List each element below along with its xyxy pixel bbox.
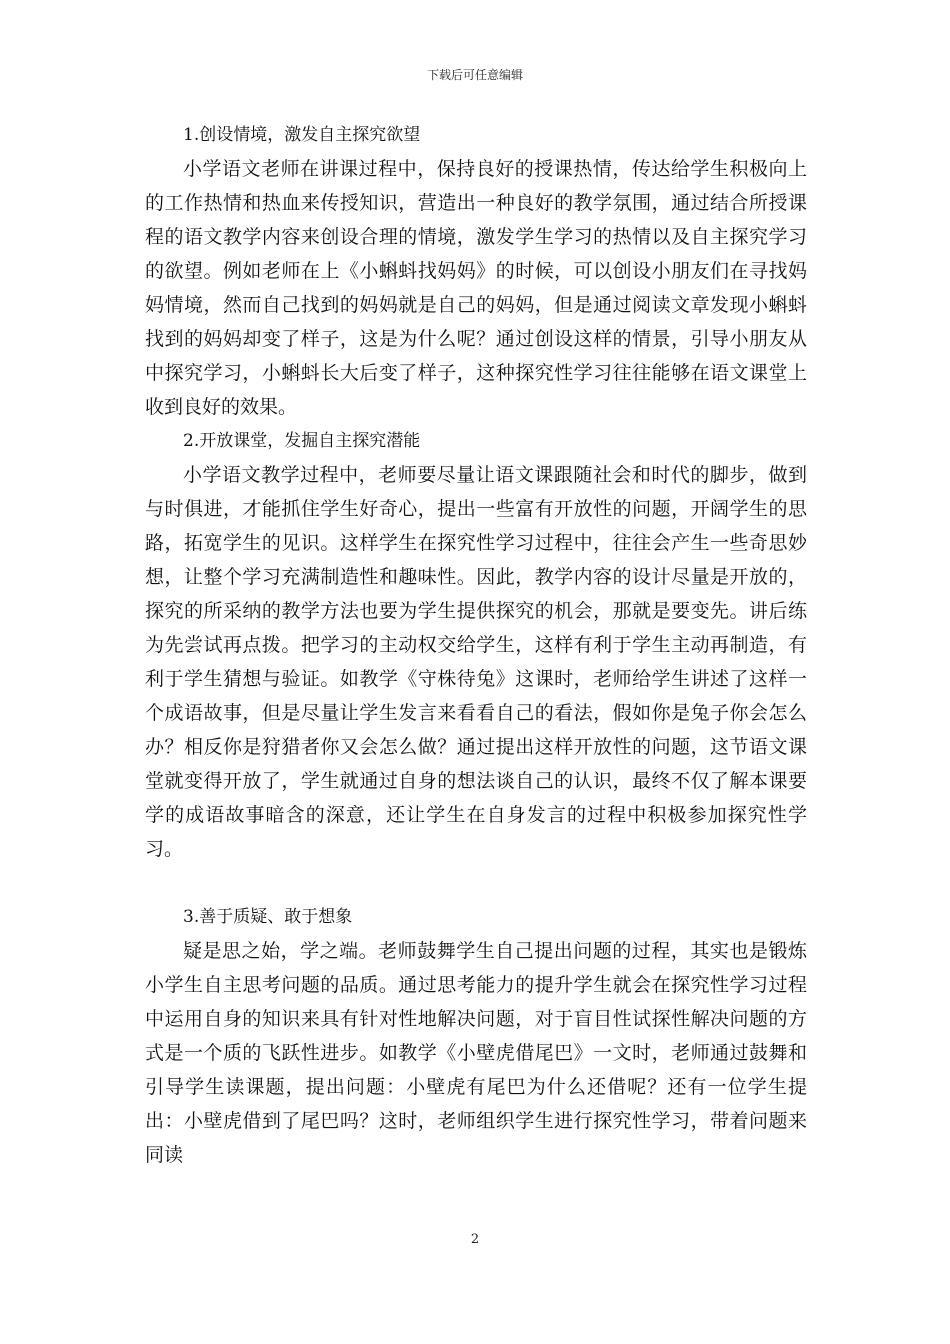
paragraph-gap: [145, 866, 807, 900]
section-1-heading: 1.创设情境，激发自主探究欲望: [183, 125, 421, 145]
page-header: 下载后可任意编辑: [426, 68, 523, 82]
section-3-paragraph: 疑是思之始，学之端。老师鼓舞学生自己提出问题的过程，其实也是锻炼小学生自主思考问题的品质。通过思考能力的提升学生就会在探究性学习过程中运用自身的知识来具有针对性地解决问题，对于盲目性试探性解决问题的方式是一个质的飞跃性进步。如教学《小壁虎借尾巴》一文时，老师通过鼓舞和引导学生读课题，提出问题：小壁虎有尾巴为什么还借呢？还有一位学生提出：小壁虎借到了尾巴吗？这时，老师组织学生进行探究性学习，带着问题来同读: [145, 940, 807, 1166]
page-number: 2: [470, 1232, 480, 1247]
section-2-paragraph: 小学语文教学过程中，老师要尽量让语文课跟随社会和时代的脚步，做到与时俱进，才能抓住学生好奇心，提出一些富有开放性的问题，开阔学生的思路，拓宽学生的见识。这样学生在探究性学习过程中，往往会产生一些奇思妙想，让整个学习充满制造性和趣味性。因此，教学内容的设计尽量是开放的，探究的所采纳的教学方法也要为学生提供探究的机会，那就是要变先。讲后练为先尝试再点拨。把学习的主动权交给学生，这样有利于学生主动再制造，有利于学生猜想与验证。如教学《守株待兔》这课时，老师给学生讲述了这样一个成语故事，但是尽量让学生发言来看看自己的看法，假如你是兔子你会怎么办？相反你是狩猎者你又会怎么做？通过提出这样开放性的问题，这节语文课堂就变得开放了，学生就通过自身的想法谈自己的认识，最终不仅了解本课要学的成语故事暗含的深意，还让学生在自身发言的过程中积极参加探究性学习。: [145, 464, 807, 860]
section-1-paragraph: 小学语文老师在讲课过程中，保持良好的授课热情，传达给学生积极向上的工作热情和热血来传授知识，营造出一种良好的教学氛围，通过结合所授课程的语文教学内容来创设合理的情境，激发学生学习的热情以及自主探究学习的欲望。例如老师在上《小蝌蚪找妈妈》的时候，可以创设小朋友们在寻找妈妈情境，然而自己找到的妈妈就是自己的妈妈，但是通过阅读文章发现小蝌蚪找到的妈妈却变了样子，这是为什么呢？通过创设这样的情景，引导小朋友从中探究学习，小蝌蚪长大后变了样子，这种探究性学习往往能够在语文课堂上收到良好的效果。: [145, 158, 807, 418]
section-2-heading: 2.开放课堂，发掘自主探究潜能: [183, 431, 421, 451]
section-3-heading: 3.善于质疑、敢于想象: [183, 907, 353, 927]
document-body: [145, 118, 807, 1172]
